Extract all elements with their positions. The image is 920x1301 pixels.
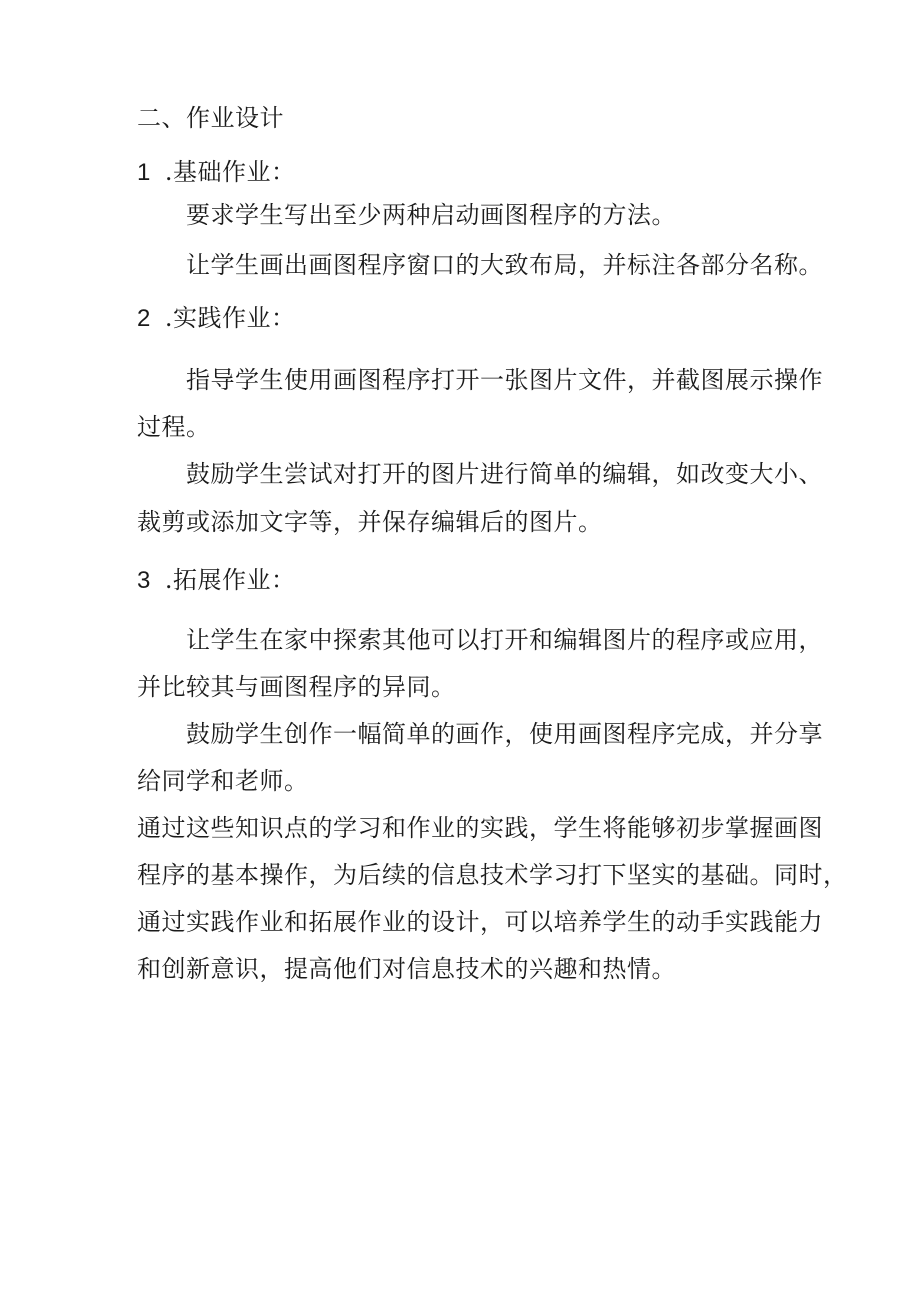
paragraph-line: 要求学生写出至少两种启动画图程序的方法。 [186, 201, 676, 229]
paragraph-line: 鼓励学生尝试对打开的图片进行简单的编辑，如改变大小、 [186, 460, 823, 488]
paragraph-line: 裁剪或添加文字等，并保存编辑后的图片。 [137, 508, 603, 536]
conclusion-line: 通过这些知识点的学习和作业的实践，学生将能够初步掌握画图 [137, 814, 823, 842]
paragraph-line: 并比较其与画图程序的异同。 [137, 673, 456, 701]
paragraph-line: 指导学生使用画图程序打开一张图片文件，并截图展示操作 [186, 366, 823, 394]
conclusion-line: 通过实践作业和拓展作业的设计，可以培养学生的动手实践能力 [137, 908, 823, 936]
paragraph-line: 让学生画出画图程序窗口的大致布局，并标注各部分名称。 [186, 251, 823, 279]
paragraph-line: 鼓励学生创作一幅简单的画作，使用画图程序完成，并分享 [186, 720, 823, 748]
conclusion-line: 程序的基本操作，为后续的信息技术学习打下坚实的基础。同时， [137, 861, 848, 889]
section-title: 二、作业设计 [137, 104, 284, 132]
item-heading-text: .拓展作业： [164, 566, 296, 594]
item-heading-3 [137, 565, 296, 596]
item-number: 1 [137, 159, 151, 186]
paragraph-line: 给同学和老师。 [137, 767, 309, 795]
item-heading-2 [137, 303, 296, 334]
item-number: 3 [137, 567, 151, 594]
paragraph-line: 过程。 [137, 413, 211, 441]
item-heading-1 [137, 157, 296, 188]
conclusion-line: 和创新意识，提高他们对信息技术的兴趣和热情。 [137, 955, 676, 983]
item-number: 2 [137, 305, 151, 332]
paragraph-line: 让学生在家中探索其他可以打开和编辑图片的程序或应用， [186, 626, 823, 654]
item-heading-text: .基础作业： [164, 158, 296, 186]
item-heading-text: .实践作业： [164, 304, 296, 332]
